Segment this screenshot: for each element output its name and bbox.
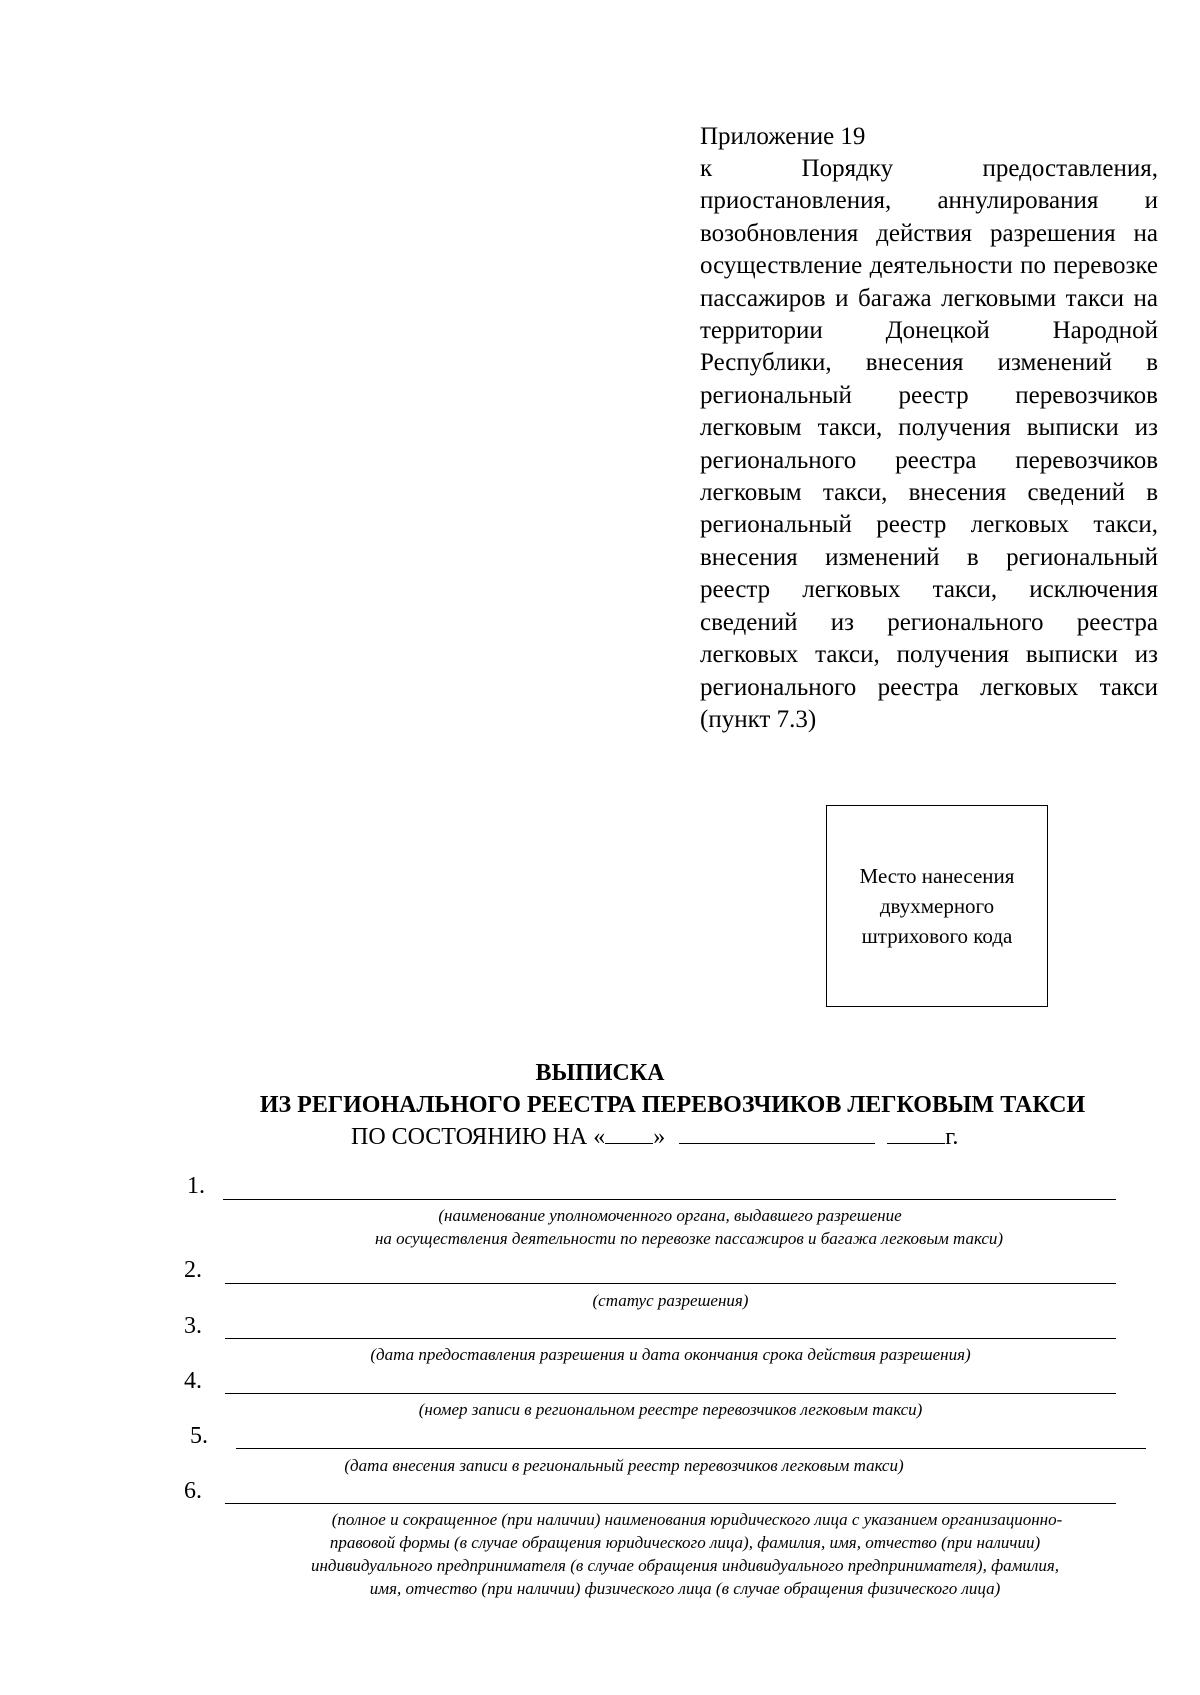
barcode-placeholder-box bbox=[826, 805, 1048, 1007]
field-number: 5. bbox=[190, 1423, 208, 1449]
barcode-line-1: Место нанесения bbox=[859, 864, 1015, 888]
as-of-suffix: г. bbox=[945, 1124, 959, 1150]
field-number: 3. bbox=[184, 1313, 202, 1339]
field-fill-line bbox=[225, 1338, 1116, 1339]
as-of-date-line bbox=[351, 1119, 958, 1153]
barcode-line-2: двухмерного bbox=[879, 894, 995, 918]
barcode-placeholder-text bbox=[860, 861, 1015, 951]
field-fill-line bbox=[225, 1393, 1116, 1394]
document-subtitle: ИЗ РЕГИОНАЛЬНОГО РЕЕСТРА ПЕРЕВОЗЧИКОВ ЛЕГКОВЫМ ТАКСИ bbox=[259, 1092, 1086, 1118]
field-caption: (статус разрешения) bbox=[592, 1291, 749, 1310]
document-title: ВЫПИСКА bbox=[535, 1060, 665, 1086]
field-number: 2. bbox=[184, 1257, 202, 1283]
field-number: 1. bbox=[187, 1173, 205, 1199]
field-caption-line: индивидуального предпринимателя (в случае обращения индивидуального предпринимателя), фамилия, bbox=[310, 1556, 1060, 1575]
field-caption-line: правовой формы (в случае обращения юридического лица), фамилия, имя, отчество (при наличии) bbox=[329, 1533, 1041, 1552]
field-caption-line: (полное и сокращенное (при наличии) наименования юридического лица с указанием организационно- bbox=[331, 1510, 1063, 1529]
field-number: 6. bbox=[184, 1478, 202, 1504]
as-of-mid: » bbox=[653, 1124, 666, 1150]
field-fill-line bbox=[223, 1199, 1116, 1200]
field-caption-line: на осуществления деятельности по перевозке пассажиров и багажа легковым такси) bbox=[374, 1229, 1004, 1248]
barcode-line-3: штрихового кода bbox=[861, 924, 1013, 948]
field-caption bbox=[220, 1204, 1120, 1250]
field-number: 4. bbox=[184, 1368, 202, 1394]
month-blank bbox=[679, 1119, 875, 1144]
appendix-body: к Порядку предоставления, приостановления, аннулирования и возобновления действия разрешения на осуществление деятельности по перевозке пассажиров и багажа легковыми такси на территории Донецкой Народной Республики, внесения изменений в региональный реестр перевозчиков легковым такси, получения выписки из регионального реестра перевозчиков легковым такси, внесения сведений в региональный реестр легковых такси, внесения изменений в региональный реестр легковых такси, исключения сведений из регионального реестра легковых такси, получения выписки из регионального реестра легковых такси (пункт 7.3) bbox=[700, 155, 1158, 733]
field-caption-line: имя, отчество (при наличии) физического лица (в случае обращения физического лица) bbox=[369, 1579, 1001, 1598]
day-blank bbox=[605, 1119, 653, 1144]
field-caption: (дата предоставления разрешения и дата окончания срока действия разрешения) bbox=[370, 1345, 971, 1364]
field-caption-line: (наименование уполномоченного органа, выдавшего разрешение bbox=[438, 1206, 902, 1225]
field-caption: (дата внесения записи в региональный реестр перевозчиков легковым такси) bbox=[344, 1456, 904, 1475]
year-blank bbox=[887, 1119, 945, 1144]
appendix-header bbox=[700, 121, 1158, 736]
field-caption bbox=[225, 1508, 1145, 1600]
field-fill-line bbox=[225, 1503, 1116, 1504]
field-fill-line bbox=[236, 1448, 1146, 1449]
as-of-prefix: ПО СОСТОЯНИЮ НА « bbox=[351, 1124, 606, 1150]
field-caption: (номер записи в региональном реестре перевозчиков легковым такси) bbox=[418, 1400, 923, 1419]
field-fill-line bbox=[225, 1283, 1116, 1284]
appendix-title: Приложение 19 bbox=[700, 123, 866, 150]
